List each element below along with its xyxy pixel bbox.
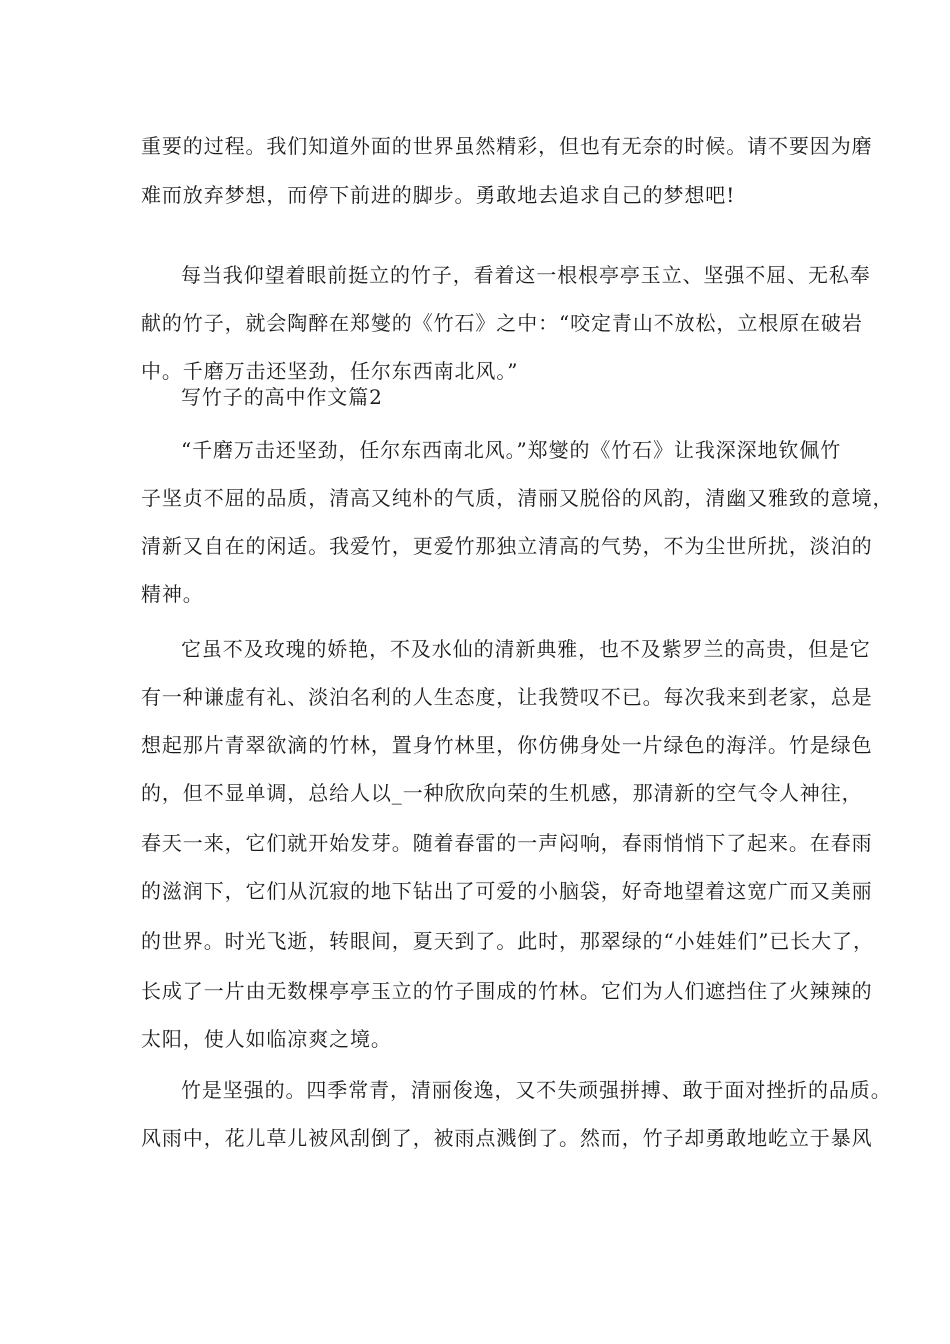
text-line: 有一种谦虚有礼、淡泊名利的人生态度，让我赞叹不已。每次我来到老家，总是 (141, 685, 873, 709)
paragraph-first-line: 每当我仰望着眼前挺立的竹子，看着这一根根亭亭玉立、坚强不屈、无私奉 (181, 263, 871, 287)
paragraph-first-line: “千磨万击还坚劲，任尔东西南北风。”郑燮的《竹石》让我深深地钦佩竹 (181, 438, 842, 462)
text-line: 风雨中，花儿草儿被风刮倒了，被雨点溅倒了。然而，竹子却勇敢地屹立于暴风 (141, 1126, 873, 1150)
paragraph-first-line: 它虽不及玫瑰的娇艳，不及水仙的清新典雅，也不及紫罗兰的高贵，但是它 (181, 637, 871, 661)
text-line: 清新又自在的闲适。我爱竹，更爱竹那独立清高的气势，不为尘世所扰，淡泊的 (141, 534, 873, 558)
text-line: 子坚贞不屈的品质，清高又纯朴的气质，清丽又脱俗的风韵，清幽又雅致的意境， (141, 486, 894, 510)
text-line: 想起那片青翠欲滴的竹林，置身竹林里，你仿佛身处一片绿色的海洋。竹是绿色 (141, 733, 873, 757)
text-line: 的，但不显单调，总给人以_一种欣欣向荣的生机感，那清新的空气令人神往， (141, 781, 863, 805)
paragraph-first-line: 竹是坚强的。四季常青，清丽俊逸，又不失顽强拼搏、敢于面对挫折的品质。 (181, 1078, 892, 1102)
text-line: 重要的过程。我们知道外面的世界虽然精彩，但也有无奈的时候。请不要因为磨 (141, 134, 873, 158)
text-line: 精神。 (141, 582, 204, 606)
section-heading: 写竹子的高中作文篇2 (181, 385, 383, 409)
text-line: 长成了一片由无数棵亭亭玉立的竹子围成的竹林。它们为人们遮挡住了火辣辣的 (141, 979, 873, 1003)
text-line: 献的竹子，就会陶醉在郑燮的《竹石》之中：“咬定青山不放松，立根原在破岩 (141, 311, 863, 335)
text-line: 中。千磨万击还坚劲，任尔东西南北风。” (141, 359, 519, 383)
text-line: 的世界。时光飞逝，转眼间，夏天到了。此时，那翠绿的“小娃娃们”已长大了， (141, 929, 874, 953)
text-line: 春天一来，它们就开始发芽。随着春雷的一声闷响，春雨悄悄下了起来。在春雨 (141, 831, 873, 855)
text-line: 的滋润下，它们从沉寂的地下钻出了可爱的小脑袋，好奇地望着这宽广而又美丽 (141, 879, 873, 903)
text-line: 难而放弃梦想，而停下前进的脚步。勇敢地去追求自己的梦想吧! (141, 183, 736, 207)
text-line: 太阳，使人如临凉爽之境。 (141, 1027, 392, 1051)
